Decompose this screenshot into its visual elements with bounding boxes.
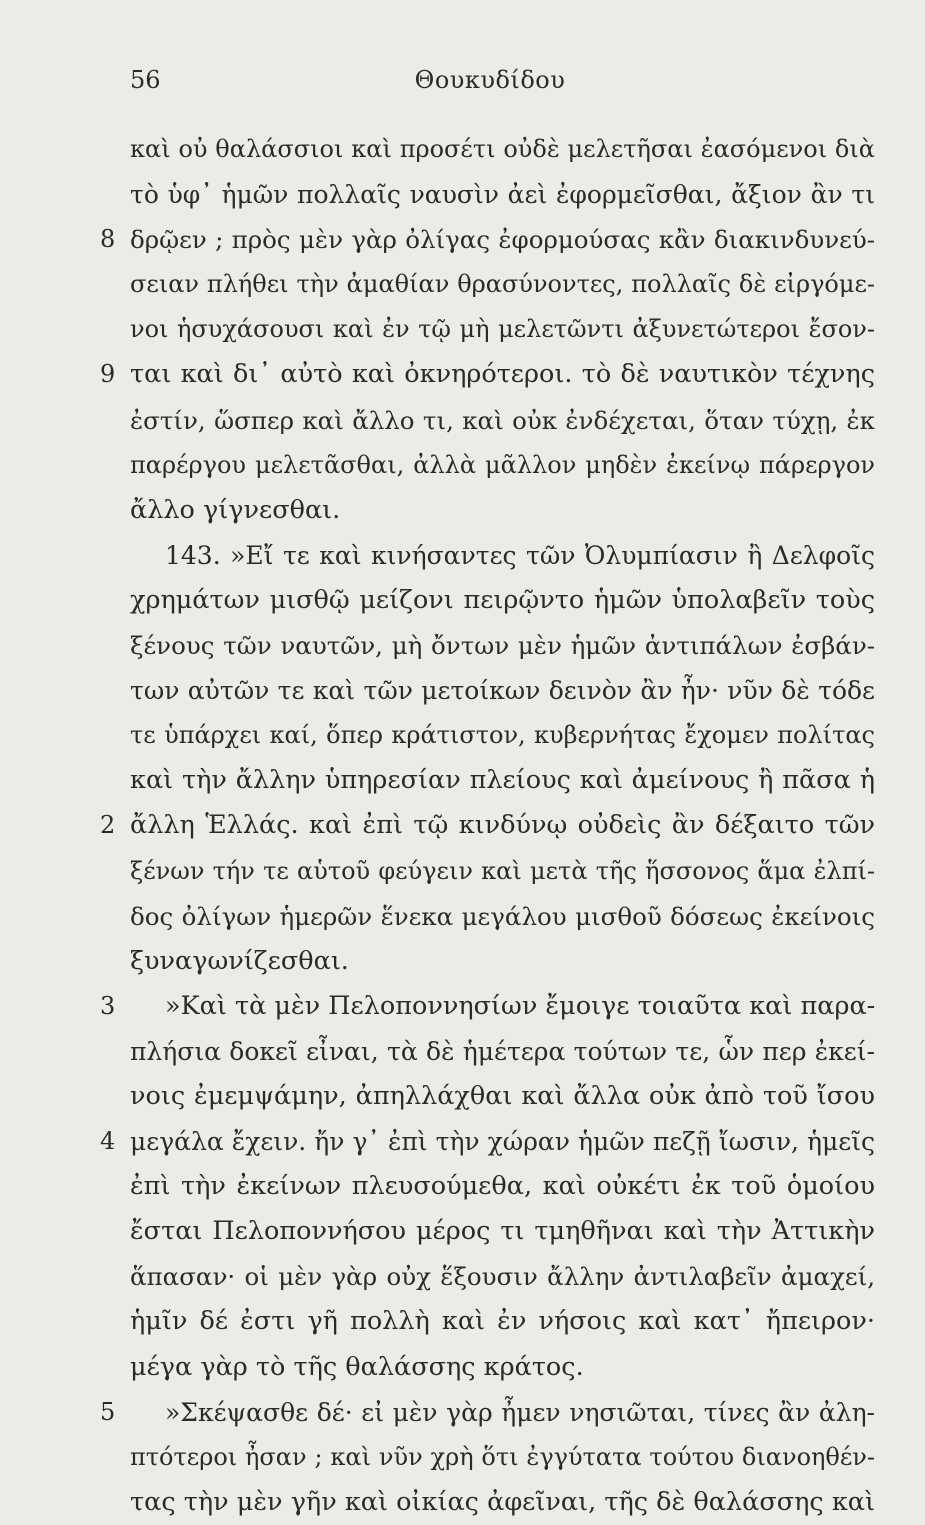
text-line — [0, 1119, 925, 1164]
line-text: τὸ ὑφ᾽ ἡμῶν πολλαῖς ναυσὶν ἀεὶ ἐφορμεῖσθαι, ἄξιον ἂν τι — [130, 180, 875, 210]
text-line — [0, 443, 925, 488]
text-line — [0, 172, 925, 217]
line-text: ἔσται Πελοποννήσου μέρος τι τμηθῆναι καὶ τὴν Ἀττικὴν — [130, 1216, 875, 1247]
text-line — [0, 1390, 925, 1435]
text-line — [0, 1074, 925, 1119]
text-line — [0, 262, 925, 307]
line-text: ἄλλο γίγνεσθαι. — [130, 494, 341, 525]
line-text: ξένων τήν τε αὑτοῦ φεύγειν καὶ μετὰ τῆς ἥσσονος ἅμα ἐλπί- — [130, 856, 875, 885]
line-text: ἐστίν, ὥσπερ καὶ ἄλλο τι, καὶ οὐκ ἐνδέχεται, ὅταν τύχῃ, ἐκ — [130, 405, 875, 435]
line-text: ἡμῖν δέ ἐστι γῆ πολλὴ καὶ ἐν νήσοις καὶ κατ᾽ ἤπειρον· — [130, 1306, 875, 1337]
text-line — [0, 1345, 925, 1390]
page-number: 56 — [130, 66, 161, 94]
line-text: ἄλλη Ἑλλάς. καὶ ἐπὶ τῷ κινδύνῳ οὐδεὶς ἂν δέξαιτο τῶν — [130, 810, 875, 841]
margin-section-number: 8 — [100, 225, 116, 254]
text-line — [0, 398, 925, 443]
page-header — [130, 66, 850, 100]
line-text: πλήσια δοκεῖ εἶναι, τὰ δὲ ἡμέτερα τούτων τε, ὧν περ ἐκεί- — [130, 1036, 875, 1066]
text-line — [0, 1435, 925, 1480]
text-line — [0, 1164, 925, 1209]
text-line — [0, 1254, 925, 1299]
line-text: τε ὑπάρχει καί, ὅπερ κράτιστον, κυβερνήτας ἔχομεν πολίτας — [130, 721, 875, 750]
line-text: καὶ οὐ θαλάσσιοι καὶ προσέτι οὐδὲ μελετῆσαι ἐασόμενοι διὰ — [130, 135, 875, 163]
line-text: δος ὀλίγων ἡμερῶν ἕνεκα μεγάλου μισθοῦ δόσεως ἐκείνοις — [130, 901, 875, 931]
line-text: δρῷεν ; πρὸς μὲν γὰρ ὀλίγας ἐφορμούσας κἂν διακινδυνεύ- — [130, 225, 875, 255]
text-line — [0, 939, 925, 984]
text-line — [0, 623, 925, 668]
line-text: »Καὶ τὰ μὲν Πελοποννησίων ἔμοιγε τοιαῦτα καὶ παρα- — [165, 990, 875, 1021]
line-text: ξένους τῶν ναυτῶν, μὴ ὄντων μὲν ἡμῶν ἀντιπάλων ἐσβάν- — [130, 631, 875, 661]
line-text: των αὐτῶν τε καὶ τῶν μετοίκων δεινὸν ἂν ἦν· νῦν δὲ τόδε — [130, 676, 875, 706]
line-text: σειαν πλήθει τὴν ἀμαθίαν θρασύνοντες, πολλαῖς δὲ εἰργόμε- — [130, 270, 875, 299]
text-line — [0, 668, 925, 713]
line-text: νοις ἐμεμψάμην, ἀπηλλάχθαι καὶ ἄλλα οὐκ ἀπὸ τοῦ ἴσου — [130, 1080, 875, 1111]
line-text: ἅπασαν· οἱ μὲν γὰρ οὐχ ἕξουσιν ἄλλην ἀντιλαβεῖν ἀμαχεί, — [130, 1262, 875, 1292]
text-line — [0, 1480, 925, 1525]
text-line — [0, 352, 925, 397]
running-title: Θουκυδίδου — [414, 66, 566, 94]
margin-section-number: 5 — [100, 1397, 116, 1426]
text-line — [0, 578, 925, 623]
line-text: χρημάτων μισθῷ μείζονι πειρῷντο ἡμῶν ὑπολαβεῖν τοὺς — [130, 584, 875, 615]
margin-section-number: 9 — [100, 360, 116, 389]
text-line — [0, 758, 925, 803]
line-text: πτότεροι ἦσαν ; καὶ νῦν χρὴ ὅτι ἐγγύτατα τούτου διανοηθέν- — [130, 1442, 875, 1471]
text-line — [0, 803, 925, 848]
text-line — [0, 894, 925, 939]
text-line — [0, 984, 925, 1029]
margin-section-number: 2 — [100, 811, 116, 840]
text-line — [0, 127, 925, 172]
line-text: 143. »Εἴ τε καὶ κινήσαντες τῶν Ὀλυμπίασιν ἢ Δελφοῖς — [165, 540, 875, 570]
body-text — [0, 127, 925, 1525]
text-line — [0, 307, 925, 352]
line-text: παρέργου μελετᾶσθαι, ἀλλὰ μᾶλλον μηδὲν ἐκείνῳ πάρεργον — [130, 450, 875, 479]
line-text: »Σκέψασθε δέ· εἰ μὲν γὰρ ἦμεν νησιῶται, τίνες ἂν ἀλη- — [165, 1397, 875, 1427]
line-text: ἐπὶ τὴν ἐκείνων πλευσούμεθα, καὶ οὐκέτι ἐκ τοῦ ὁμοίου — [130, 1171, 875, 1202]
text-line — [0, 1299, 925, 1344]
text-line — [0, 488, 925, 533]
line-text: καὶ τὴν ἄλλην ὑπηρεσίαν πλείους καὶ ἀμείνους ἢ πᾶσα ἡ — [130, 765, 875, 796]
line-text: νοι ἡσυχάσουσι καὶ ἐν τῷ μὴ μελετῶντι ἀξυνετώτεροι ἔσον- — [130, 315, 875, 344]
text-line — [0, 1209, 925, 1254]
text-line — [0, 849, 925, 894]
text-line — [0, 713, 925, 758]
text-line — [0, 217, 925, 262]
text-line — [0, 1029, 925, 1074]
line-text: ται καὶ δι᾽ αὐτὸ καὶ ὀκνηρότεροι. τὸ δὲ ναυτικὸν τέχνης — [130, 359, 875, 390]
margin-section-number: 4 — [100, 1127, 116, 1156]
line-text: ξυναγωνίζεσθαι. — [130, 945, 349, 976]
line-text: μέγα γὰρ τὸ τῆς θαλάσσης κράτος. — [130, 1351, 584, 1382]
line-text: τας τὴν μὲν γῆν καὶ οἰκίας ἀφεῖναι, τῆς δὲ θαλάσσης καὶ — [130, 1486, 875, 1517]
line-text: μεγάλα ἔχειν. ἤν γ᾽ ἐπὶ τὴν χώραν ἡμῶν πεζῇ ἴωσιν, ἡμεῖς — [130, 1127, 875, 1157]
text-line — [0, 533, 925, 578]
margin-section-number: 3 — [100, 991, 116, 1020]
